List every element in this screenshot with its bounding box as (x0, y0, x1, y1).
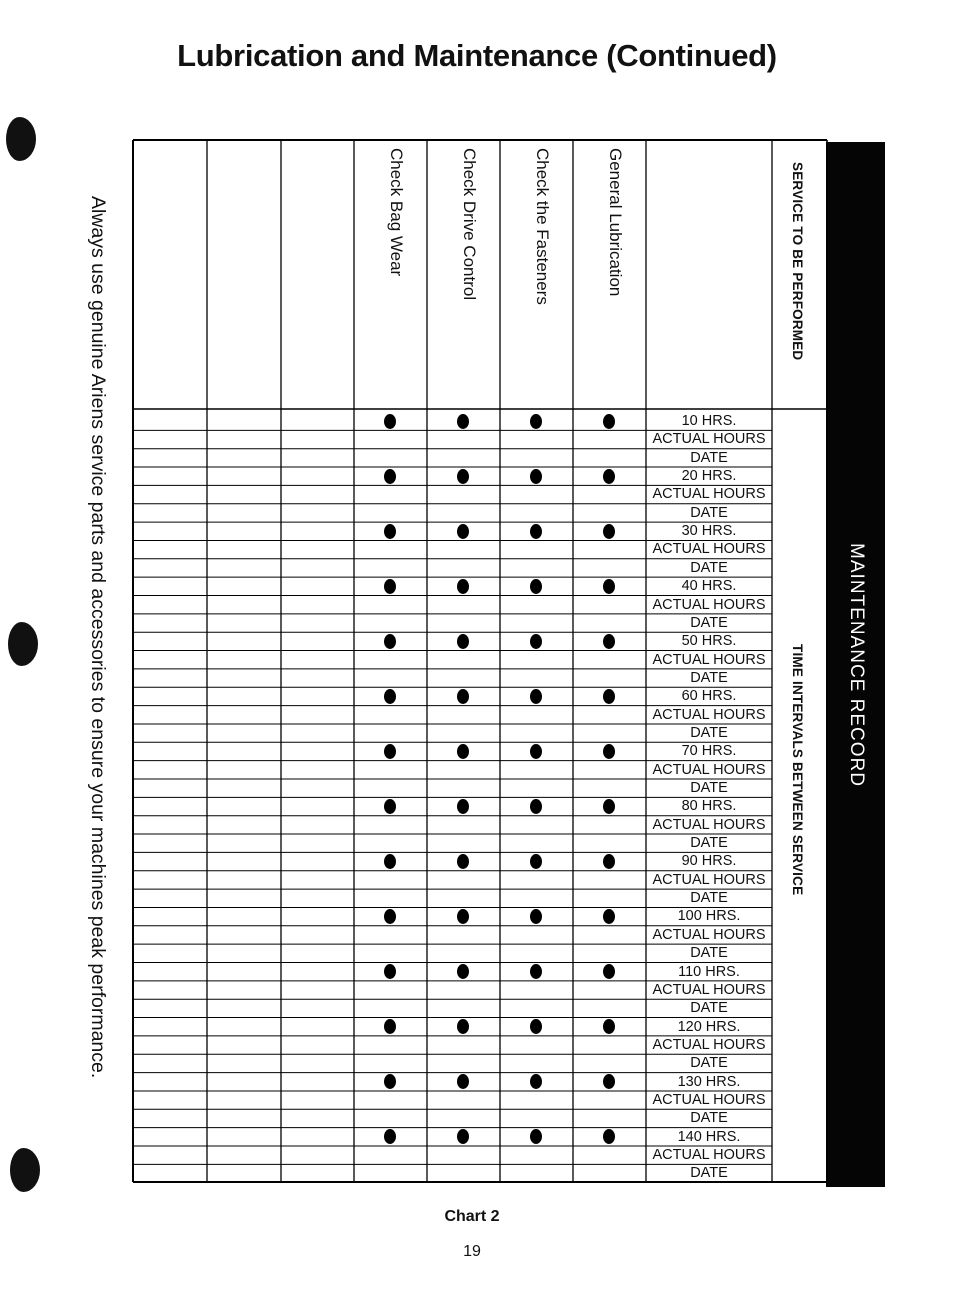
interval-label: 40 HRS. (681, 578, 737, 595)
service-dot (530, 579, 542, 594)
service-dot (603, 524, 615, 539)
service-dot (603, 469, 615, 484)
date-label: DATE (690, 835, 728, 852)
service-dot (603, 909, 615, 924)
actual-hours-label: ACTUAL HOURS (652, 541, 766, 558)
actual-hours-label: ACTUAL HOURS (652, 981, 766, 998)
date-label: DATE (690, 890, 728, 907)
service-dot (384, 909, 396, 924)
service-item-check-drive-control: Check Drive Control (460, 148, 479, 301)
service-dot (457, 854, 469, 869)
interval-label: 50 HRS. (681, 633, 737, 650)
service-dot (603, 689, 615, 704)
service-dot (603, 414, 615, 429)
service-dot (384, 414, 396, 429)
interval-label: 90 HRS. (681, 853, 737, 870)
service-dot (603, 1019, 615, 1034)
service-dot (384, 469, 396, 484)
service-dot (457, 469, 469, 484)
date-label: DATE (690, 724, 728, 741)
actual-hours-label: ACTUAL HOURS (652, 926, 766, 943)
interval-label: 70 HRS. (681, 743, 737, 760)
service-dot (530, 469, 542, 484)
service-dot (457, 964, 469, 979)
service-dot (530, 689, 542, 704)
service-dot (384, 854, 396, 869)
service-dot (603, 579, 615, 594)
interval-label: 20 HRS. (681, 468, 737, 485)
service-dot (384, 579, 396, 594)
actual-hours-label: ACTUAL HOURS (652, 596, 766, 613)
service-dot (457, 1019, 469, 1034)
page-title: Lubrication and Maintenance (Continued) (177, 38, 777, 73)
actual-hours-label: ACTUAL HOURS (652, 816, 766, 833)
service-item-check-fasteners: Check the Fasteners (533, 148, 552, 305)
service-dot (530, 909, 542, 924)
interval-header: TIME INTERVALS BETWEEN SERVICE (790, 644, 805, 896)
actual-hours-label: ACTUAL HOURS (652, 761, 766, 778)
service-dot (457, 744, 469, 759)
actual-hours-label: ACTUAL HOURS (652, 871, 766, 888)
date-label: DATE (690, 1000, 728, 1017)
date-label: DATE (690, 669, 728, 686)
service-dot (530, 744, 542, 759)
service-dot (457, 579, 469, 594)
interval-label: 30 HRS. (681, 523, 737, 540)
actual-hours-label: ACTUAL HOURS (652, 1091, 766, 1108)
service-dot (457, 414, 469, 429)
service-dot (603, 854, 615, 869)
actual-hours-label: ACTUAL HOURS (652, 486, 766, 503)
service-dot (384, 1019, 396, 1034)
service-dot (530, 1019, 542, 1034)
service-dot (603, 744, 615, 759)
service-dot (530, 1074, 542, 1089)
date-label: DATE (690, 1165, 728, 1182)
interval-label: 10 HRS. (681, 413, 737, 429)
date-label: DATE (690, 504, 728, 521)
service-dot (530, 524, 542, 539)
service-dot (384, 689, 396, 704)
actual-hours-label: ACTUAL HOURS (652, 706, 766, 723)
interval-label: 100 HRS. (677, 908, 741, 925)
service-dot (603, 799, 615, 814)
date-label: DATE (690, 945, 728, 962)
date-label: DATE (690, 780, 728, 796)
date-label: DATE (690, 1110, 728, 1127)
service-dot (457, 799, 469, 814)
service-dot (530, 414, 542, 429)
side-note: Always use genuine Ariens service parts and accessories to ensure your machines peak performance. (87, 196, 109, 1079)
page-number: 19 (463, 1243, 481, 1260)
service-dot (457, 1074, 469, 1089)
service-dot (457, 524, 469, 539)
actual-hours-label: ACTUAL HOURS (652, 651, 766, 668)
interval-label: 120 HRS. (677, 1018, 741, 1035)
service-dot (457, 909, 469, 924)
date-label: DATE (690, 614, 728, 631)
interval-label: 140 HRS. (677, 1128, 741, 1145)
service-header: SERVICE TO BE PERFORMED (790, 162, 805, 361)
date-label: DATE (690, 1055, 728, 1072)
service-dot (603, 1074, 615, 1089)
service-dot (530, 854, 542, 869)
service-dot (457, 634, 469, 649)
actual-hours-label: ACTUAL HOURS (652, 431, 766, 448)
service-dot (603, 634, 615, 649)
service-dot (384, 799, 396, 814)
service-dot (384, 744, 396, 759)
actual-hours-label: ACTUAL HOURS (652, 1036, 766, 1053)
interval-label: 80 HRS. (681, 798, 737, 815)
actual-hours-label: ACTUAL HOURS (652, 1147, 766, 1163)
maintenance-record-title: MAINTENANCE RECORD (845, 542, 867, 787)
interval-label: 110 HRS. (678, 963, 740, 980)
service-dot (530, 964, 542, 979)
interval-label: 130 HRS. (677, 1073, 741, 1090)
service-item-general-lubrication: General Lubrication (606, 148, 625, 297)
date-label: DATE (690, 449, 728, 466)
service-dot (384, 524, 396, 539)
chart-caption: Chart 2 (444, 1208, 500, 1225)
service-dot (384, 634, 396, 649)
service-dot (530, 634, 542, 649)
service-dot (457, 689, 469, 704)
date-label: DATE (690, 559, 728, 576)
service-dot (384, 1074, 396, 1089)
service-dot (384, 964, 396, 979)
service-item-check-bag-wear: Check Bag Wear (387, 148, 406, 277)
interval-label: 60 HRS. (681, 688, 737, 705)
service-dot (530, 799, 542, 814)
service-dot (603, 964, 615, 979)
